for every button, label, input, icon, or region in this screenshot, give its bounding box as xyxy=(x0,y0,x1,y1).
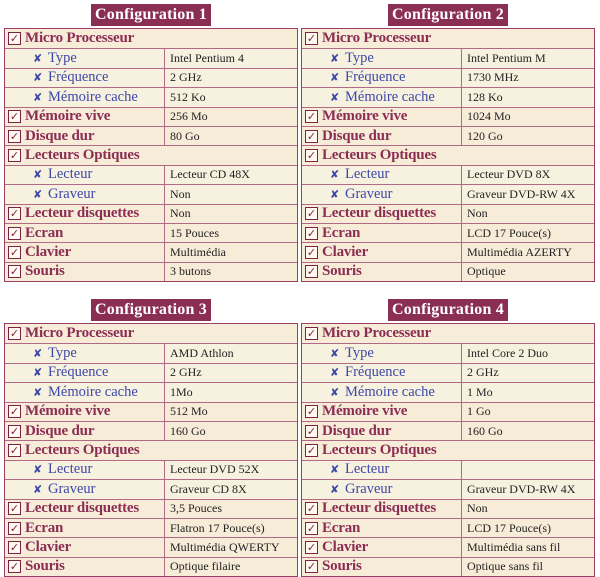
sub-row xyxy=(302,363,594,382)
config-panel-1 xyxy=(4,4,298,282)
section-label: Disque dur xyxy=(25,127,95,144)
spec-value: 80 Go xyxy=(170,128,200,143)
spec-name-cell xyxy=(5,69,165,87)
spec-value: Optique filaire xyxy=(170,559,241,574)
spec-value: Optique xyxy=(467,264,506,279)
sub-row xyxy=(302,165,594,184)
sub-row xyxy=(302,48,594,67)
spec-name-cell xyxy=(302,538,462,556)
section-row xyxy=(302,204,594,223)
spec-name-cell xyxy=(302,29,594,48)
spec-name-cell xyxy=(5,205,165,223)
cross-bullet-icon: ✘ xyxy=(330,71,340,85)
section-label: Lecteurs Optiques xyxy=(322,147,437,164)
spec-name-cell xyxy=(5,324,297,343)
sub-label: Graveur xyxy=(345,480,393,497)
sub-label: Type xyxy=(48,345,77,362)
config-title: Configuration 3 xyxy=(91,299,211,321)
spec-name-cell xyxy=(5,364,165,382)
sub-row xyxy=(5,184,297,203)
check-box-icon: ✓ xyxy=(9,110,20,124)
sub-label: Graveur xyxy=(48,480,96,497)
sub-label: Mémoire cache xyxy=(48,383,138,400)
spec-value: 1 Mo xyxy=(467,384,493,399)
spec-value: 2 GHz xyxy=(170,70,202,85)
section-label: Lecteur disquettes xyxy=(322,205,437,222)
spec-value: 2 GHz xyxy=(170,365,202,380)
sub-label: Fréquence xyxy=(48,364,109,381)
section-row xyxy=(302,107,594,126)
cross-bullet-icon: ✘ xyxy=(33,347,43,361)
sub-row xyxy=(302,479,594,498)
section-label: Mémoire vive xyxy=(322,108,408,125)
sub-label: Fréquence xyxy=(48,69,109,86)
sub-row xyxy=(5,87,297,106)
spec-value: 3 butons xyxy=(170,264,212,279)
spec-name-cell xyxy=(302,403,462,421)
spec-table xyxy=(301,323,595,577)
check-box-icon: ✓ xyxy=(306,245,317,259)
cross-bullet-icon: ✘ xyxy=(33,385,43,399)
config-panel-2 xyxy=(301,4,595,282)
section-label: Clavier xyxy=(25,538,72,555)
check-box-icon: ✓ xyxy=(9,502,20,516)
spec-name-cell xyxy=(302,500,462,518)
spec-value: Multimédia AZERTY xyxy=(467,244,572,259)
spec-name-cell xyxy=(302,344,462,362)
spec-name-cell xyxy=(302,224,462,242)
spec-value: AMD Athlon xyxy=(170,346,234,361)
section-label: Lecteur disquettes xyxy=(322,500,437,517)
section-label: Ecran xyxy=(25,224,64,241)
spec-value: 1Mo xyxy=(170,384,193,399)
spec-value: Non xyxy=(170,186,191,201)
spec-name-cell xyxy=(5,185,165,203)
section-label: Lecteurs Optiques xyxy=(25,442,140,459)
cross-bullet-icon: ✘ xyxy=(33,187,43,201)
check-box-icon: ✓ xyxy=(9,444,20,458)
spec-name-cell xyxy=(302,88,462,106)
sub-label: Fréquence xyxy=(345,69,406,86)
spec-value: 1 Go xyxy=(467,404,491,419)
section-row xyxy=(302,126,594,145)
spec-value: Flatron 17 Pouce(s) xyxy=(170,520,265,535)
section-row xyxy=(5,126,297,145)
check-box-icon: ✓ xyxy=(306,265,317,279)
check-box-icon: ✓ xyxy=(9,207,20,221)
cross-bullet-icon: ✘ xyxy=(330,90,340,104)
section-label: Souris xyxy=(25,558,65,575)
cross-bullet-icon: ✘ xyxy=(330,347,340,361)
section-label: Ecran xyxy=(25,519,64,536)
spec-name-cell xyxy=(302,422,462,440)
section-row xyxy=(5,537,297,556)
section-label: Souris xyxy=(322,558,362,575)
sub-row xyxy=(5,479,297,498)
spec-name-cell xyxy=(5,127,165,145)
section-label: Ecran xyxy=(322,519,361,536)
check-box-icon: ✓ xyxy=(306,226,317,240)
section-label: Clavier xyxy=(322,243,369,260)
section-row xyxy=(302,402,594,421)
spec-name-cell xyxy=(302,205,462,223)
sub-row xyxy=(5,48,297,67)
config-panel-3 xyxy=(4,299,298,577)
spec-value: Intel Core 2 Duo xyxy=(467,346,548,361)
spec-name-cell xyxy=(5,403,165,421)
spec-name-cell xyxy=(302,49,462,67)
spec-name-cell xyxy=(302,480,462,498)
section-label: Clavier xyxy=(322,538,369,555)
spec-name-cell xyxy=(302,243,462,261)
spec-name-cell xyxy=(302,364,462,382)
section-row xyxy=(5,145,297,164)
spec-value: Non xyxy=(467,206,488,221)
spec-name-cell xyxy=(5,538,165,556)
check-box-icon: ✓ xyxy=(306,521,317,535)
spec-name-cell xyxy=(302,324,594,343)
section-label: Disque dur xyxy=(322,422,392,439)
spec-name-cell xyxy=(302,461,462,479)
sub-label: Graveur xyxy=(48,185,96,202)
section-label: Souris xyxy=(25,263,65,280)
sub-label: Mémoire cache xyxy=(48,88,138,105)
spec-value: Lecteur DVD 52X xyxy=(170,462,260,477)
section-row xyxy=(5,440,297,459)
spec-value: Lecteur CD 48X xyxy=(170,167,250,182)
cross-bullet-icon: ✘ xyxy=(330,187,340,201)
spec-value: 1024 Mo xyxy=(467,109,511,124)
section-row xyxy=(302,518,594,537)
spec-value: Non xyxy=(467,501,488,516)
spec-name-cell xyxy=(5,383,165,401)
spec-name-cell xyxy=(302,108,462,126)
spec-name-cell xyxy=(5,49,165,67)
spec-value: 160 Go xyxy=(467,423,503,438)
cross-bullet-icon: ✘ xyxy=(33,52,43,66)
check-box-icon: ✓ xyxy=(306,32,317,46)
spec-value: Intel Pentium M xyxy=(467,51,546,66)
check-box-icon: ✓ xyxy=(306,149,317,163)
spec-value: Graveur DVD-RW 4X xyxy=(467,481,576,496)
check-box-icon: ✓ xyxy=(9,149,20,163)
spec-value: Multimédia sans fil xyxy=(467,539,561,554)
spec-name-cell xyxy=(5,146,297,164)
sub-label: Type xyxy=(345,50,374,67)
spec-name-cell xyxy=(302,519,462,537)
spec-name-cell xyxy=(5,422,165,440)
cross-bullet-icon: ✘ xyxy=(330,366,340,380)
section-label: Clavier xyxy=(25,243,72,260)
sub-label: Lecteur xyxy=(48,461,93,478)
section-row xyxy=(302,29,594,48)
check-box-icon: ✓ xyxy=(306,560,317,574)
spec-value: LCD 17 Pouce(s) xyxy=(467,225,551,240)
spec-value: Graveur DVD-RW 4X xyxy=(467,186,576,201)
spec-value: Intel Pentium 4 xyxy=(170,51,244,66)
section-row xyxy=(5,204,297,223)
sub-row xyxy=(302,343,594,362)
check-box-icon: ✓ xyxy=(306,444,317,458)
spec-name-cell xyxy=(5,29,297,48)
spec-name-cell xyxy=(302,441,594,459)
spec-value: 120 Go xyxy=(467,128,503,143)
spec-name-cell xyxy=(5,108,165,126)
sub-row xyxy=(5,382,297,401)
section-row xyxy=(5,421,297,440)
cross-bullet-icon: ✘ xyxy=(33,366,43,380)
cross-bullet-icon: ✘ xyxy=(330,385,340,399)
cross-bullet-icon: ✘ xyxy=(33,71,43,85)
spec-value: 512 Ko xyxy=(170,89,206,104)
spec-name-cell xyxy=(5,88,165,106)
section-row xyxy=(302,242,594,261)
config-title: Configuration 4 xyxy=(388,299,508,321)
section-label: Micro Processeur xyxy=(322,325,432,342)
section-row xyxy=(5,324,297,343)
sub-label: Lecteur xyxy=(48,166,93,183)
cross-bullet-icon: ✘ xyxy=(33,482,43,496)
spec-name-cell xyxy=(302,146,594,164)
check-box-icon: ✓ xyxy=(9,327,20,341)
spec-name-cell xyxy=(5,558,165,576)
spec-value: Multimédia QWERTY xyxy=(170,539,280,554)
spec-name-cell xyxy=(5,224,165,242)
check-box-icon: ✓ xyxy=(306,424,317,438)
spec-value: 160 Go xyxy=(170,423,206,438)
cross-bullet-icon: ✘ xyxy=(33,168,43,182)
section-label: Lecteurs Optiques xyxy=(322,442,437,459)
sub-row xyxy=(5,363,297,382)
sub-label: Type xyxy=(345,345,374,362)
section-label: Micro Processeur xyxy=(322,30,432,47)
spec-value: 128 Ko xyxy=(467,89,503,104)
spec-value: 2 GHz xyxy=(467,365,499,380)
spec-value xyxy=(462,461,594,479)
sub-label: Mémoire cache xyxy=(345,383,435,400)
section-label: Micro Processeur xyxy=(25,30,135,47)
section-label: Ecran xyxy=(322,224,361,241)
spec-name-cell xyxy=(5,263,165,281)
section-row xyxy=(5,107,297,126)
spec-name-cell xyxy=(5,461,165,479)
check-box-icon: ✓ xyxy=(9,521,20,535)
section-label: Lecteur disquettes xyxy=(25,205,140,222)
check-box-icon: ✓ xyxy=(9,540,20,554)
spec-value: LCD 17 Pouce(s) xyxy=(467,520,551,535)
spec-value: Non xyxy=(170,206,191,221)
section-row xyxy=(302,499,594,518)
spec-name-cell xyxy=(5,500,165,518)
spec-table xyxy=(301,28,595,282)
spec-name-cell xyxy=(302,69,462,87)
spec-value: Multimédia xyxy=(170,244,226,259)
check-box-icon: ✓ xyxy=(9,560,20,574)
section-row xyxy=(5,518,297,537)
section-label: Souris xyxy=(322,263,362,280)
check-box-icon: ✓ xyxy=(306,502,317,516)
config-title: Configuration 2 xyxy=(388,4,508,26)
sub-row xyxy=(5,460,297,479)
sub-row xyxy=(302,382,594,401)
spec-table xyxy=(4,28,298,282)
spec-value: 1730 MHz xyxy=(467,70,519,85)
sub-row xyxy=(5,165,297,184)
section-row xyxy=(302,223,594,242)
section-row xyxy=(302,262,594,281)
section-label: Disque dur xyxy=(25,422,95,439)
sub-row xyxy=(302,87,594,106)
sub-row xyxy=(302,460,594,479)
sub-label: Lecteur xyxy=(345,461,390,478)
section-label: Mémoire vive xyxy=(25,403,111,420)
spec-name-cell xyxy=(5,480,165,498)
spec-name-cell xyxy=(302,558,462,576)
section-label: Lecteurs Optiques xyxy=(25,147,140,164)
sub-row xyxy=(5,68,297,87)
section-label: Mémoire vive xyxy=(25,108,111,125)
section-row xyxy=(302,440,594,459)
section-row xyxy=(302,145,594,164)
spec-value: 15 Pouces xyxy=(170,225,219,240)
check-box-icon: ✓ xyxy=(9,405,20,419)
sub-row xyxy=(5,343,297,362)
spec-name-cell xyxy=(302,127,462,145)
sub-label: Graveur xyxy=(345,185,393,202)
cross-bullet-icon: ✘ xyxy=(330,482,340,496)
spec-value: Optique sans fil xyxy=(467,559,543,574)
section-row xyxy=(302,324,594,343)
spec-value: 3,5 Pouces xyxy=(170,501,222,516)
cross-bullet-icon: ✘ xyxy=(33,90,43,104)
check-box-icon: ✓ xyxy=(9,129,20,143)
section-row xyxy=(5,29,297,48)
spec-name-cell xyxy=(5,243,165,261)
section-label: Micro Processeur xyxy=(25,325,135,342)
check-box-icon: ✓ xyxy=(9,265,20,279)
spec-name-cell xyxy=(5,519,165,537)
section-row xyxy=(5,499,297,518)
check-box-icon: ✓ xyxy=(306,327,317,341)
spec-table xyxy=(4,323,298,577)
cross-bullet-icon: ✘ xyxy=(330,52,340,66)
check-box-icon: ✓ xyxy=(306,207,317,221)
check-box-icon: ✓ xyxy=(306,129,317,143)
check-box-icon: ✓ xyxy=(9,245,20,259)
section-row xyxy=(5,242,297,261)
spec-value: Graveur CD 8X xyxy=(170,481,247,496)
cross-bullet-icon: ✘ xyxy=(330,463,340,477)
cross-bullet-icon: ✘ xyxy=(33,463,43,477)
section-row xyxy=(5,402,297,421)
sub-label: Type xyxy=(48,50,77,67)
spec-name-cell xyxy=(302,263,462,281)
check-box-icon: ✓ xyxy=(9,226,20,240)
cross-bullet-icon: ✘ xyxy=(330,168,340,182)
spec-name-cell xyxy=(5,441,297,459)
section-row xyxy=(302,557,594,576)
spec-name-cell xyxy=(302,166,462,184)
spec-name-cell xyxy=(5,166,165,184)
check-box-icon: ✓ xyxy=(306,110,317,124)
config-title: Configuration 1 xyxy=(91,4,211,26)
spec-name-cell xyxy=(302,185,462,203)
section-label: Lecteur disquettes xyxy=(25,500,140,517)
check-box-icon: ✓ xyxy=(306,540,317,554)
spec-value: 256 Mo xyxy=(170,109,208,124)
sub-label: Fréquence xyxy=(345,364,406,381)
section-row xyxy=(302,421,594,440)
sub-row xyxy=(302,68,594,87)
spec-name-cell xyxy=(302,383,462,401)
config-panel-4 xyxy=(301,299,595,577)
section-label: Disque dur xyxy=(322,127,392,144)
section-row xyxy=(302,537,594,556)
check-box-icon: ✓ xyxy=(9,32,20,46)
spec-value: 512 Mo xyxy=(170,404,208,419)
section-row xyxy=(5,262,297,281)
sub-row xyxy=(302,184,594,203)
section-row xyxy=(5,557,297,576)
sub-label: Lecteur xyxy=(345,166,390,183)
check-box-icon: ✓ xyxy=(306,405,317,419)
check-box-icon: ✓ xyxy=(9,424,20,438)
spec-name-cell xyxy=(5,344,165,362)
sub-label: Mémoire cache xyxy=(345,88,435,105)
section-label: Mémoire vive xyxy=(322,403,408,420)
section-row xyxy=(5,223,297,242)
spec-value: Lecteur DVD 8X xyxy=(467,167,551,182)
